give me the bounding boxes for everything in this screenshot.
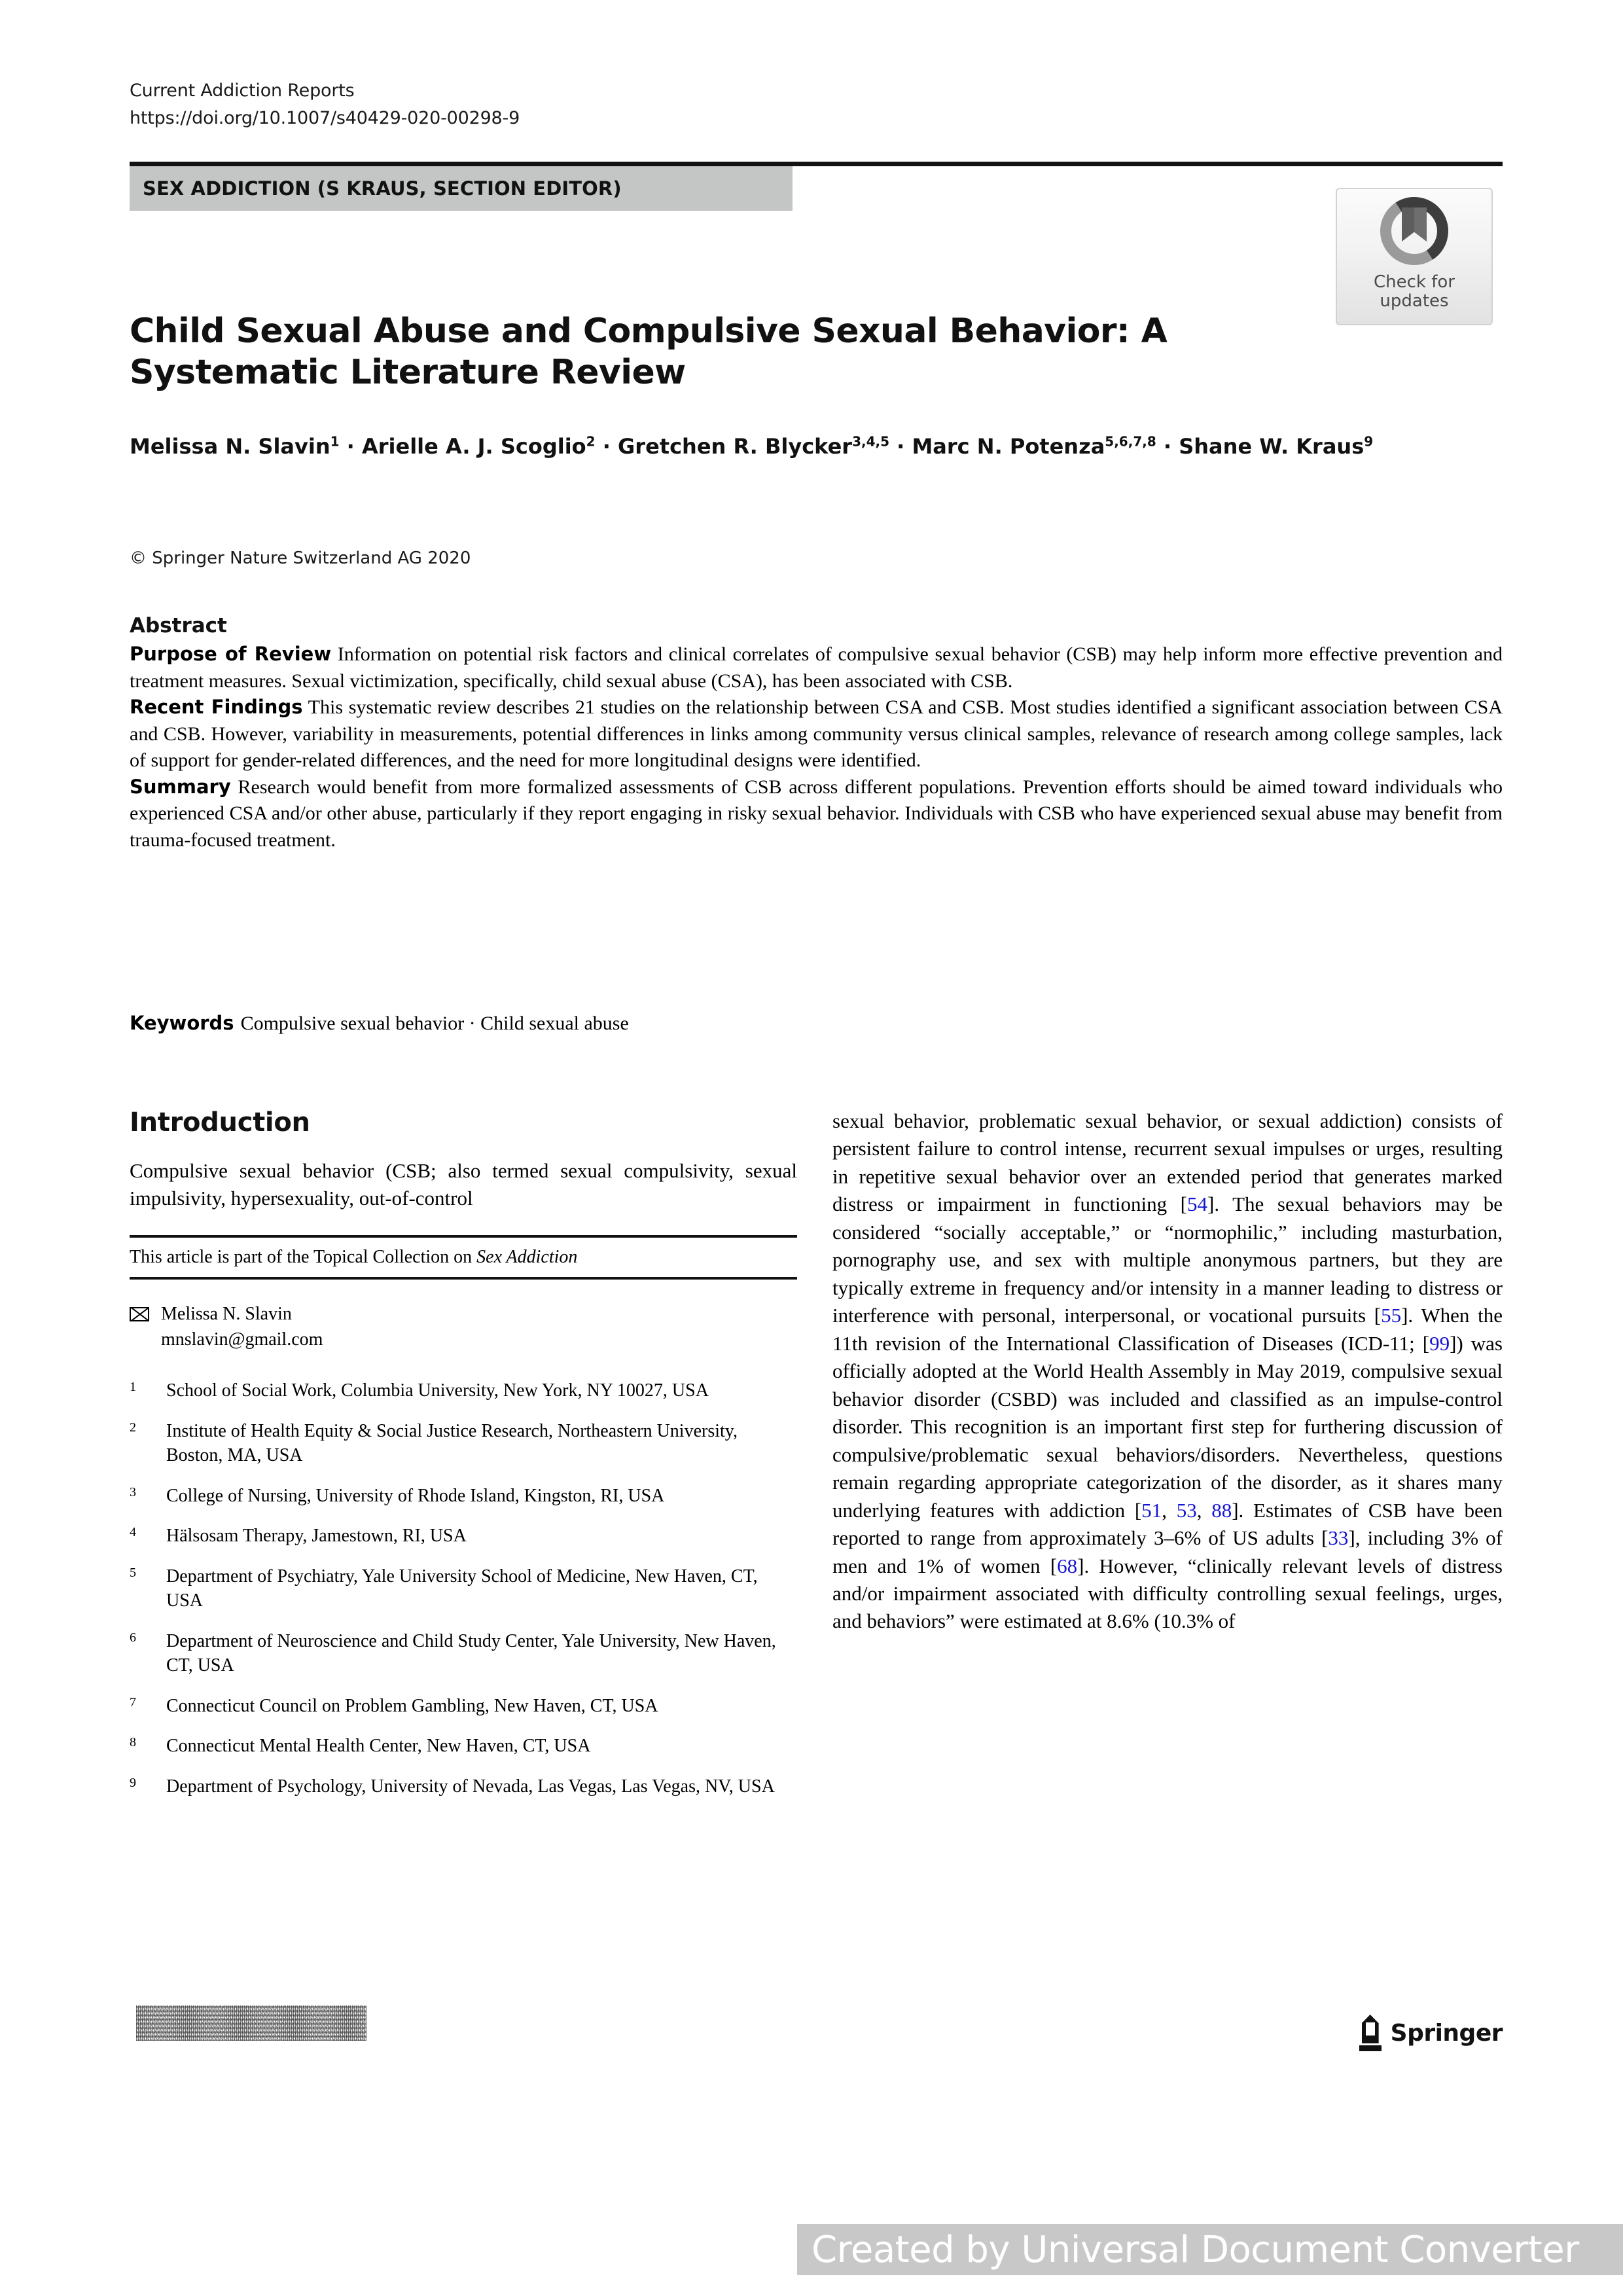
abstract-purpose-text: Information on potential risk factors and clinical correlates of compulsive sexual behavior (CSB) may help inform more effective prevention and treatment measures. Sexual victimization, specifically, child sexual abuse (CSA), has been associated with CSB. [130,643,1503,692]
affiliation-text: College of Nursing, University of Rhode Island, Kingston, RI, USA [166,1485,665,1506]
abstract-purpose [130,641,1503,694]
nib-inner-shape [1366,2022,1375,2036]
body-text-run: ]. However, “clinically relevant levels of distress and/or impairment associated with difficulty controlling sexual feelings, urges, and behaviors” were estimated at 8.6% (10.3% of [832,1554,1503,1633]
corresponding-author [130,1302,797,1352]
citation-link[interactable]: 99 [1429,1331,1450,1355]
affiliation-text: Department of Psychiatry, Yale University School of Medicine, New Haven, CT, USA [166,1566,758,1611]
column-left [130,1107,797,1814]
body-text-run: , [1162,1498,1177,1522]
section-banner [130,166,793,211]
affiliation-number: 6 [130,1630,136,1645]
keywords-line [130,1012,1503,1035]
abstract-heading: Abstract [130,614,227,637]
affiliation-text: Connecticut Mental Health Center, New Haven, CT, USA [166,1736,591,1757]
citation-link[interactable]: 51 [1141,1498,1162,1522]
abstract-summary [130,774,1503,854]
citation-link[interactable]: 54 [1187,1193,1208,1216]
body-text-run: ]. When the 11th revision of the International Classification of Diseases (ICD-11; [ [832,1304,1503,1355]
affiliation-list [130,1378,797,1799]
keywords-label: Keywords [130,1012,234,1034]
body-text-run: ]. The sexual behaviors may be considered “socially acceptable,” or “normophilic,” including masturbation, pornography use, and sex with multiple anonymous partners, but they are typically extreme in frequency and/or intensity in a manner leading to distress or interference with personal, interpersonal, or vocational pursuits [ [832,1193,1503,1327]
citation-link[interactable]: 53 [1176,1498,1197,1522]
citation-link[interactable]: 88 [1211,1498,1232,1522]
crossmark-label [1374,273,1455,311]
affiliation-item [130,1378,797,1403]
author-separator: · [595,434,618,459]
body-text-run: , [1196,1498,1212,1522]
header-divider [130,162,1503,166]
abstract-summary-text: Research would benefit from more formalized assessments of CSB across different populations. Prevention efforts should be aimed toward individuals who experienced CSA and/or other abuse, particularly if they report engaging in risky sexual behavior. Individuals with CSB who have experienced sexual abuse may benefit from trauma-focused treatment. [130,776,1503,851]
author-name: Shane W. Kraus [1179,434,1364,459]
introduction-paragraph-left: Compulsive sexual behavior (CSB; also termed sexual compulsivity, sexual impulsivity, hypersexuality, out-of-control [130,1159,797,1210]
author-affiliation-ref: 1 [330,433,340,450]
author-affiliation-ref: 3,4,5 [852,433,890,450]
publisher-logo [1358,2015,1503,2051]
body-text-run: ]) was officially adopted at the World Health Assembly in May 2019, compulsive sexual behavior disorder (CSBD) was included and classified as an impulse-control disorder. This recognition is an important first step for furthering discussion of compulsive/problematic sexual behaviors/disorders. Nevertheless, questions remain regarding appropriate categorization of the disorder, as it shares many underlying features with addiction [ [832,1331,1503,1522]
crossmark-label-line2: updates [1380,291,1449,312]
affiliation-item [130,1694,797,1719]
affiliation-number: 5 [130,1565,136,1580]
keywords-value: Compulsive sexual behavior · Child sexual abuse [240,1013,629,1034]
column-right [832,1107,1503,1636]
masthead [130,77,1046,132]
redacted-stamp [136,2005,366,2041]
affiliation-text: Department of Neuroscience and Child Study Center, Yale University, New Haven, CT, USA [166,1630,776,1676]
abstract-section [130,614,1503,853]
crossmark-badge[interactable] [1336,188,1493,325]
abstract-findings-label: Recent Findings [130,696,303,718]
affiliation-number: 8 [130,1735,136,1750]
copyright-line: © Springer Nature Switzerland AG 2020 [130,548,471,568]
author-name: Gretchen R. Blycker [618,434,853,459]
affiliation-item [130,1419,797,1468]
crossmark-ring-icon [1380,197,1448,265]
affiliation-text: School of Social Work, Columbia University, New York, NY 10027, USA [166,1380,709,1401]
affiliation-text: Connecticut Council on Problem Gambling, New Haven, CT, USA [166,1695,658,1716]
affiliation-text: Institute of Health Equity & Social Justice Research, Northeastern University, Boston, MA, USA [166,1420,738,1466]
author-affiliation-ref: 2 [586,433,596,450]
affiliation-item [130,1524,797,1549]
publisher-name: Springer [1390,2019,1503,2047]
introduction-paragraph-right [832,1107,1503,1636]
footnote-block [130,1235,797,1799]
affiliation-number: 1 [130,1380,136,1395]
body-text-run: ]. Estimates of CSB have been reported to range from approximately 3–6% of US adults [ [832,1498,1503,1550]
affiliation-number: 4 [130,1525,136,1540]
affiliation-text: Department of Psychology, University of Nevada, Las Vegas, Las Vegas, NV, USA [166,1776,775,1797]
abstract-findings [130,694,1503,774]
author-affiliation-ref: 9 [1364,433,1374,450]
author-affiliation-ref: 5,6,7,8 [1105,433,1156,450]
abstract-summary-label: Summary [130,775,231,798]
abstract-purpose-label: Purpose of Review [130,643,332,665]
introduction-heading: Introduction [130,1107,310,1138]
abstract-findings-text: This systematic review describes 21 studies on the relationship between CSA and CSB. Most studies identified a significant association between CSA and CSB. However, variability in measurements, potential differences in links among community versus clinical samples, relevance of research among college samples, lack of support for gender-related differences, and the need for more longitudinal designs were identified. [130,696,1503,771]
citation-link[interactable]: 55 [1381,1304,1402,1327]
affiliation-text: Hälsosam Therapy, Jamestown, RI, USA [166,1526,467,1547]
affiliation-number: 9 [130,1775,136,1790]
corresponding-author-details [161,1302,323,1352]
affiliation-item [130,1484,797,1509]
affiliation-number: 3 [130,1484,136,1499]
nib-base-shape [1359,2045,1382,2051]
footnote-rule-bottom [130,1277,797,1280]
corresponding-author-email[interactable]: mnslavin@gmail.com [161,1329,323,1350]
affiliation-number: 2 [130,1420,136,1435]
author-name: Marc N. Potenza [912,434,1105,459]
affiliation-item [130,1774,797,1799]
topical-collection-title: Sex Addiction [476,1246,578,1267]
journal-name: Current Addiction Reports [130,81,355,101]
author-name: Arielle A. J. Scoglio [361,434,586,459]
affiliation-item [130,1564,797,1613]
affiliation-number: 7 [130,1695,136,1710]
citation-link[interactable]: 33 [1328,1526,1349,1550]
corresponding-author-name: Melissa N. Slavin [161,1303,292,1324]
topical-collection-note [130,1238,797,1277]
author-name: Melissa N. Slavin [130,434,330,459]
author-separator: · [889,434,912,459]
affiliation-item [130,1629,797,1678]
affiliation-item [130,1734,797,1759]
body-text-run: ], including 3% of men and 1% of women [ [832,1526,1503,1577]
author-separator: · [1156,434,1179,459]
crossmark-label-line1: Check for [1374,272,1455,292]
envelope-icon [130,1307,149,1321]
doi-link[interactable]: https://doi.org/10.1007/s40429-020-00298-9 [130,107,520,128]
section-banner-label: SEX ADDICTION (S KRAUS, SECTION EDITOR) [143,177,622,200]
author-separator: · [339,434,362,459]
body-text-run: sexual behavior, problematic sexual behavior, or sexual addiction) consists of persistent failure to control intense, recurrent sexual impulses or urges, resulting in repetitive sexual behavior over an extended period that generates marked distress or impairment in functioning [ [832,1109,1503,1216]
watermark-text: Created by Universal Document Converter [812,2228,1579,2271]
author-list [130,433,1504,461]
page-title: Child Sexual Abuse and Compulsive Sexual Behavior: A Systematic Literature Review [130,311,1168,393]
citation-link[interactable]: 68 [1057,1554,1078,1577]
topical-collection-prefix: This article is part of the Topical Collection on [130,1246,477,1267]
springer-nib-icon [1358,2015,1383,2051]
watermark-band [797,2224,1623,2275]
